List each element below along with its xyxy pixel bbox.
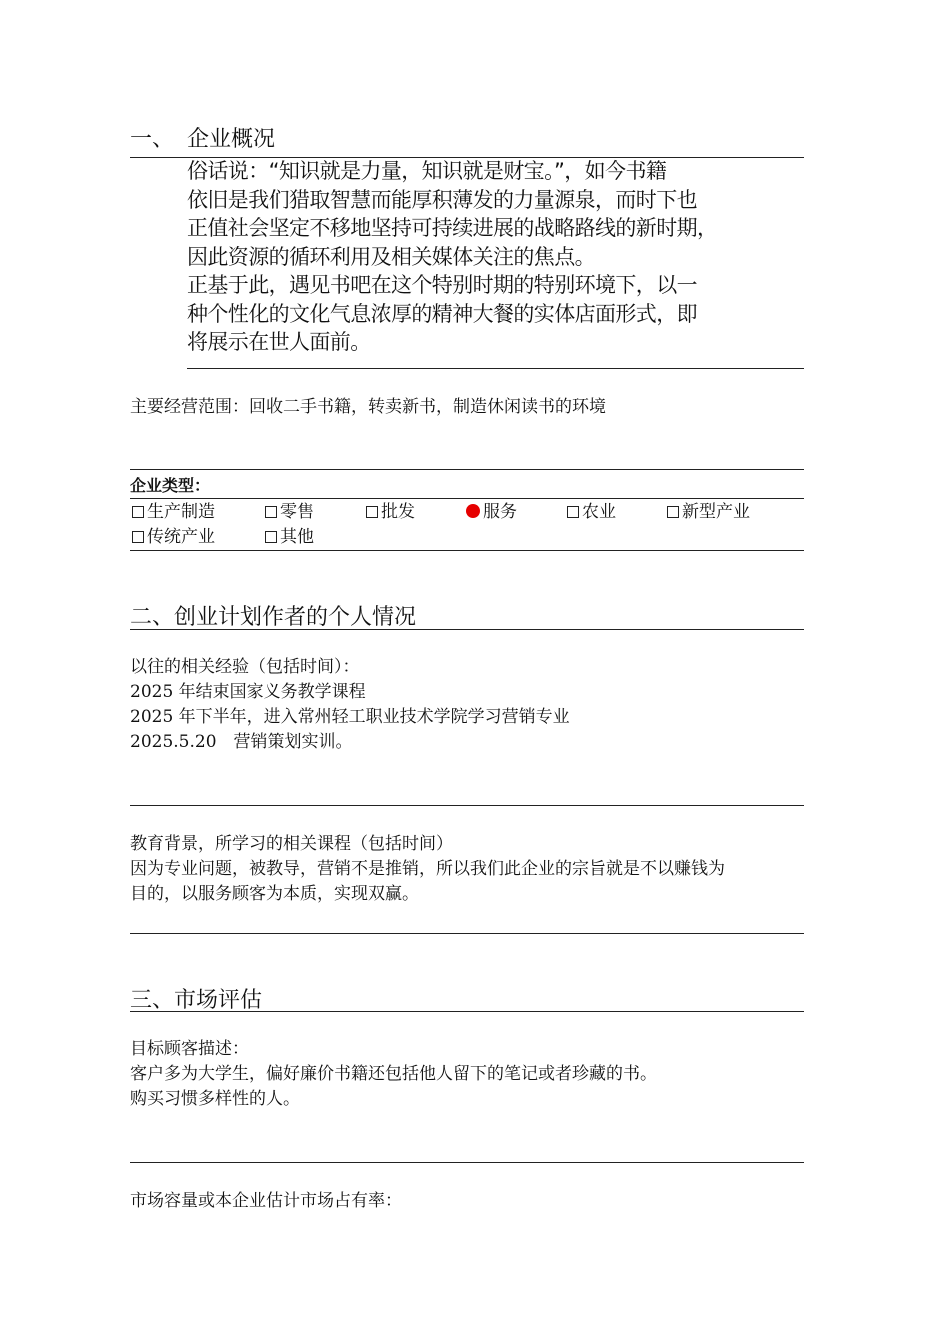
type-table-mid-rule <box>130 498 804 499</box>
target-line: 客户多为大学生，偏好廉价书籍还包括他人留下的笔记或者珍藏的书。 <box>130 1064 657 1084</box>
section1-heading: 企业概况 <box>187 127 276 152</box>
option-service[interactable]: 服务 <box>466 501 517 523</box>
checkbox-icon[interactable] <box>132 531 144 543</box>
target-customers-block <box>130 1037 657 1112</box>
intro-line: 因此资源的循环利用及相关媒体关注的焦点。 <box>187 244 595 269</box>
experience-rule <box>130 805 804 806</box>
education-rule <box>130 933 804 934</box>
intro-line: 正基于此，遇见书吧在这个特别时期的特别环境下，以一 <box>187 273 697 297</box>
experience-line: 2025 年结束国家义务教学课程 <box>130 682 366 702</box>
experience-line: 2025 年下半年，进入常州轻工职业技术学院学习营销专业 <box>130 707 570 727</box>
option-new-industry[interactable]: 新型产业 <box>667 501 750 523</box>
target-line: 购买习惯多样性的人。 <box>130 1089 300 1109</box>
intro-rule <box>187 368 804 369</box>
intro-line: 俗话说：“知识就是力量，知识就是财宝。”，如今书籍 <box>187 159 667 183</box>
option-agriculture[interactable]: 农业 <box>567 501 616 523</box>
intro-line: 将展示在世人面前。 <box>187 330 371 354</box>
business-scope: 主要经营范围：回收二手书籍，转卖新书，制造休闲读书的环境 <box>130 397 606 417</box>
option-manufacturing[interactable]: 生产制造 <box>132 501 215 523</box>
education-line: 教育背景，所学习的相关课程（包括时间） <box>130 834 453 854</box>
experience-line: 2025.5.20 营销策划实训。 <box>130 732 353 752</box>
intro-line: 正值社会坚定不移地坚持可持续进展的战略路线的新时期， <box>187 216 718 240</box>
intro-line: 依旧是我们猎取智慧而能厚积薄发的力量源泉，而时下也 <box>187 187 697 212</box>
intro-line: 种个性化的文化气息浓厚的精神大餐的实体店面形式，即 <box>187 301 697 326</box>
section3-heading: 三、市场评估 <box>130 988 263 1013</box>
experience-line: 以往的相关经验（包括时间）： <box>130 657 360 677</box>
section2-heading: 二、创业计划作者的个人情况 <box>130 605 417 630</box>
option-retail[interactable]: 零售 <box>265 501 314 523</box>
enterprise-type-label: 企业类型： <box>130 476 211 495</box>
education-block <box>130 832 810 907</box>
type-table-bottom-rule <box>130 550 804 551</box>
checkbox-icon[interactable] <box>567 506 579 518</box>
target-line: 目标顾客描述： <box>130 1039 249 1059</box>
section3-heading-rule <box>130 1011 804 1012</box>
education-line: 因为专业问题，被教导，营销不是推销，所以我们此企业的宗旨就是不以赚钱为 <box>130 859 725 879</box>
target-rule <box>130 1162 804 1163</box>
education-line: 目的，以服务顾客为本质，实现双赢。 <box>130 884 419 904</box>
option-wholesale[interactable]: 批发 <box>366 501 415 523</box>
market-share-label: 市场容量或本企业估计市场占有率： <box>130 1191 402 1211</box>
experience-block <box>130 655 570 755</box>
section2-heading-rule <box>130 629 804 630</box>
option-traditional-industry[interactable]: 传统产业 <box>132 526 215 548</box>
option-other[interactable]: 其他 <box>265 526 314 548</box>
checkbox-icon[interactable] <box>265 531 277 543</box>
type-table-top-rule <box>130 469 804 470</box>
checkbox-icon[interactable] <box>265 506 277 518</box>
checkbox-icon[interactable] <box>366 506 378 518</box>
checked-dot-icon[interactable] <box>466 504 480 518</box>
section1-heading-number: 一、 <box>130 127 175 152</box>
checkbox-icon[interactable] <box>667 506 679 518</box>
intro-paragraph <box>187 157 804 357</box>
checkbox-icon[interactable] <box>132 506 144 518</box>
